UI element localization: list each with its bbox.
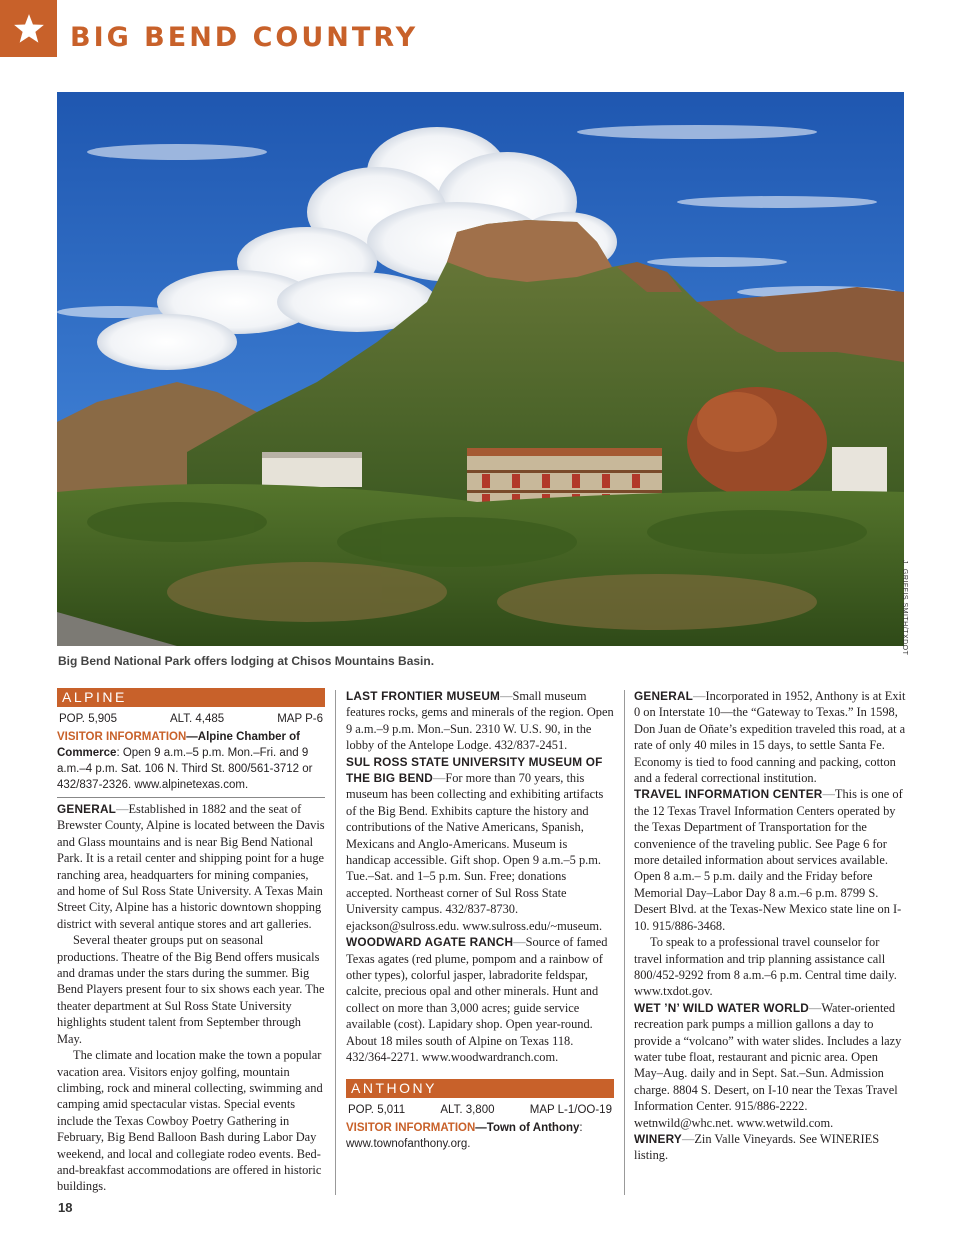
sul-ross-label: SUL ROSS STATE UNIVERSITY MUSEUM OF THE BIG BEND bbox=[346, 754, 603, 786]
anthony-visitor-label: VISITOR INFORMATION bbox=[346, 1122, 476, 1135]
column-3 bbox=[634, 688, 906, 1164]
alpine-heading: ALPINE bbox=[57, 688, 325, 707]
alpine-general-text: Established in 1882 and the seat of Brewster County, Alpine is located between the Davis and Glass mountains and is near Big Bend National Park. It is a retail center and shipping point for a huge ranching area, headquarters for mining companies, and home of Sul Ross State University. A Texas Main Street City, Alpine has a historic downtown shopping district with several antique stores and art galleries. bbox=[57, 802, 325, 931]
travel-label: TRAVEL INFORMATION CENTER bbox=[634, 787, 823, 802]
last-frontier-museum: LAST FRONTIER MUSEUM—Small museum features rocks, gems and minerals of the region. Open 9 a.m.–9 p.m. Mon.–Sun. 2310 W. U.S. 90, in the lobby of the Antelope Lodge. 432/837-2451. bbox=[346, 689, 614, 753]
alpine-alt: ALT. 4,485 bbox=[170, 713, 225, 725]
region-title: BIG BEND COUNTRY bbox=[70, 22, 419, 53]
anthony-alt: ALT. 3,800 bbox=[440, 1104, 495, 1117]
winery-text: Zin Valle Vineyards. See WINERIES listing. bbox=[634, 1131, 880, 1163]
anthony-stats bbox=[346, 1098, 614, 1120]
sul-ross-museum: SUL ROSS STATE UNIVERSITY MUSEUM OF THE BIG BEND—For more than 70 years, this museum has been collecting and exhibiting artifacts of the Big Bend. Exhibits capture the history and contributions of the Native Americans, Spanish, Mexicans and Anglo-Americans. Museum is handicap accessible. Gift shop. Open 9 a.m.–5 p.m. Tue.–Sat. and 1–5 p.m. Sun. Free; donations accepted. Northeast corner of Sul Ross State University campus. 432/837-8730. ejackson@sulross.edu. www.sulross.edu/~museum. bbox=[346, 754, 604, 933]
column-1 bbox=[57, 688, 325, 1195]
anthony-general-text: Incorporated in 1952, Anthony is at Exit 0 on Interstate 10—the “Gateway to Texas.” In 1598, Don Juan de Oñate’s expedition traveled this road, at a rate of only 40 miles in 15 days, to settle Santa Fe. Economy is tied to food canning and packing, cotton and a federal correctional institution. bbox=[634, 689, 906, 786]
anthony-visitor-info bbox=[346, 1120, 614, 1152]
column-divider bbox=[624, 690, 625, 1195]
anthony-general: GENERAL—Incorporated in 1952, Anthony is at Exit 0 on Interstate 10—the “Gateway to Texas.” In 1598, Don Juan de Oñate’s expedition traveled this road, at a rate of only 40 miles in 15 days, to settle Santa Fe. Economy is tied to food canning and packing, cotton and a federal correctional institution. bbox=[634, 689, 906, 786]
column-2 bbox=[346, 688, 614, 1152]
wet-n-wild: WET ’N’ WILD WATER WORLD—Water-oriented recreation park pumps a million gallons a day to provide a “volcano” with water slides. Includes a lazy water tube float, restaurant and picnic area. Open May–Aug. daily and in Sept. Sat.–Sun. Admission charge. 8804 S. Desert, on I-10 near the Texas Travel Information Center. 915/886-2222. wetnwild@whc.net. www.wetwild.com. bbox=[634, 1000, 902, 1130]
anthony-general-label: GENERAL bbox=[634, 689, 694, 703]
alpine-general: GENERAL—Established in 1882 and the seat of Brewster County, Alpine is located between the Davis and Glass mountains and is near Big Bend National Park. It is a retail center and shipping point for a huge ranching area, headquarters for mining companies, and home of Sul Ross State University. A Texas Main Street City, Alpine has a historic downtown shopping district with several antique stores and art galleries. bbox=[57, 802, 325, 931]
woodward-agate-ranch: WOODWARD AGATE RANCH—Source of famed Texas agates (red plume, pompom and a rainbow of other types), colorful jasper, labradorite feldspar, calcite, precious opal and other minerals. Hunt and collect on more than 3,000 acres; guide service available (cost). Lapidary shop. Open year-round. About 18 miles south of Alpine on Texas 118. 432/364-2271. www.woodwardranch.com. bbox=[346, 935, 608, 1064]
alpine-pop: POP. 5,905 bbox=[59, 713, 117, 725]
alpine-visitor-label: VISITOR INFORMATION bbox=[57, 731, 187, 743]
anthony-heading: ANTHONY bbox=[346, 1079, 614, 1098]
last-frontier-text: Small museum features rocks, gems and minerals of the region. Open 9 a.m.–9 p.m. Mon.–Sun. 2310 W. U.S. 90, in the lobby of the Antelope Lodge. 432/837-2451. bbox=[346, 689, 614, 753]
alpine-visitor-text: : Open 9 a.m.–5 p.m. Mon.–Fri. and 9 a.m.–4 p.m. Sat. 106 N. Third St. 800/561-3712 or 432/837-2326. www.alpinetexas.com. bbox=[57, 747, 313, 791]
travel-counselor-paragraph: To speak to a professional travel counselor for travel information and trip planning assistance call 800/452-9292 from 8 a.m.–6 p.m. Central time daily. www.txdot.gov. bbox=[634, 935, 897, 999]
anthony-visitor-text: : www.townofanthony.org. bbox=[346, 1122, 583, 1151]
photo-caption: Big Bend National Park offers lodging at Chisos Mountains Basin. bbox=[58, 654, 435, 668]
page-number: 18 bbox=[58, 1200, 73, 1215]
alpine-general-label: GENERAL bbox=[57, 802, 117, 816]
travel-text: This is one of the 12 Texas Travel Information Centers operated by the Texas Department of Transportation for the convenience of the traveling public. See Page 6 for more detailed information about services available. Open 8 a.m.– 5 p.m. daily and the Friday before Memorial Day–Labor Day 8 a.m.–6 p.m. 8799 S. Desert Blvd. at the Texas-New Mexico state line on I-10. 915/886-3468. bbox=[634, 787, 903, 933]
woodward-label: WOODWARD AGATE RANCH bbox=[346, 935, 514, 950]
column-divider bbox=[335, 690, 336, 1195]
alpine-climate-paragraph: The climate and location make the town a popular vacation area. Visitors enjoy golfing, mountain climbing, rock and mineral collecting, swimming and camping amid spectacular vistas. Special events include the Texas Cowboy Poetry Gathering in February, Big Bend Balloon Bash during Labor Day weekend, and local and collegiate rodeo events. Bed-and-breakfast accommodations are offered in historic buildings. bbox=[57, 1048, 323, 1194]
winery-label: WINERY bbox=[634, 1131, 682, 1146]
hero-photo bbox=[57, 92, 904, 646]
wet-label: WET ’N’ WILD WATER WORLD bbox=[634, 1000, 809, 1015]
winery: WINERY—Zin Valle Vineyards. See WINERIES listing. bbox=[634, 1131, 880, 1163]
last-frontier-label: LAST FRONTIER MUSEUM bbox=[346, 689, 501, 703]
sul-ross-text: For more than 70 years, this museum has been collecting and exhibiting artifacts of the Big Bend. Exhibits capture the history and contributions of the Native Americans, Spanish, Mexicans and Anglo-Americans. Museum is handicap accessible. Gift shop. Open 9 a.m.–5 p.m. Tue.–Sat. and 1–5 p.m. Sun. Free; donations accepted. Northeast corner of Sul Ross State University campus. 432/837-8730. ejackson@sulross.edu. www.sulross.edu/~museum. bbox=[346, 771, 604, 933]
alpine-divider bbox=[57, 797, 325, 798]
woodward-text: Source of famed Texas agates (red plume, pompom and a rainbow of other types), colorful jasper, labradorite feldspar, calcite, precious opal and other minerals. Hunt and collect on more than 3,000 acres; guide service available (cost). Lapidary shop. Open year-round. About 18 miles south of Alpine on Texas 118. 432/364-2271. www.woodwardranch.com. bbox=[346, 935, 608, 1064]
travel-information-center: TRAVEL INFORMATION CENTER—This is one of the 12 Texas Travel Information Centers operated by the Texas Department of Transportation for the convenience of the traveling public. See Page 6 for more detailed information about services available. Open 8 a.m.– 5 p.m. daily and the Friday before Memorial Day–Labor Day 8 a.m.–6 p.m. 8799 S. Desert Blvd. at the Texas-New Mexico state line on I-10. 915/886-3468. bbox=[634, 787, 903, 933]
alpine-visitor-title: —Alpine Chamber of Commerce bbox=[57, 731, 301, 759]
alpine-theater-paragraph: Several theater groups put on seasonal productions. Theatre of the Big Bend offers musicals and dramas under the stars during the summer. Big Bend Players present four to six shows each year. The theater department at Sul Ross State University highlights student talent from September through May. bbox=[57, 933, 325, 1046]
anthony-map: MAP L-1/OO-19 bbox=[529, 1104, 612, 1117]
anthony-pop: POP. 5,011 bbox=[348, 1104, 406, 1117]
alpine-map: MAP P-6 bbox=[277, 713, 323, 725]
alpine-visitor-info bbox=[57, 729, 325, 793]
alpine-stats bbox=[57, 707, 325, 729]
star-icon bbox=[12, 12, 46, 46]
chisos-mountains-photo bbox=[57, 92, 904, 646]
photo-credit: J. GRIFFIS SMITH/TXDOT bbox=[901, 560, 908, 656]
wet-text: Water-oriented recreation park pumps a million gallons a day to provide a “volcano” with water slides. Includes a lazy water tube float, restaurant and picnic area. Open May–Aug. daily and in Sept. Sat.–Sun. Admission charge. 8804 S. Desert, on I-10 near the Texas Travel Information Center. 915/886-2222. wetnwild@whc.net. www.wetwild.com. bbox=[634, 1000, 902, 1130]
header-star-box bbox=[0, 0, 57, 57]
anthony-visitor-title: —Town of Anthony bbox=[475, 1122, 580, 1135]
